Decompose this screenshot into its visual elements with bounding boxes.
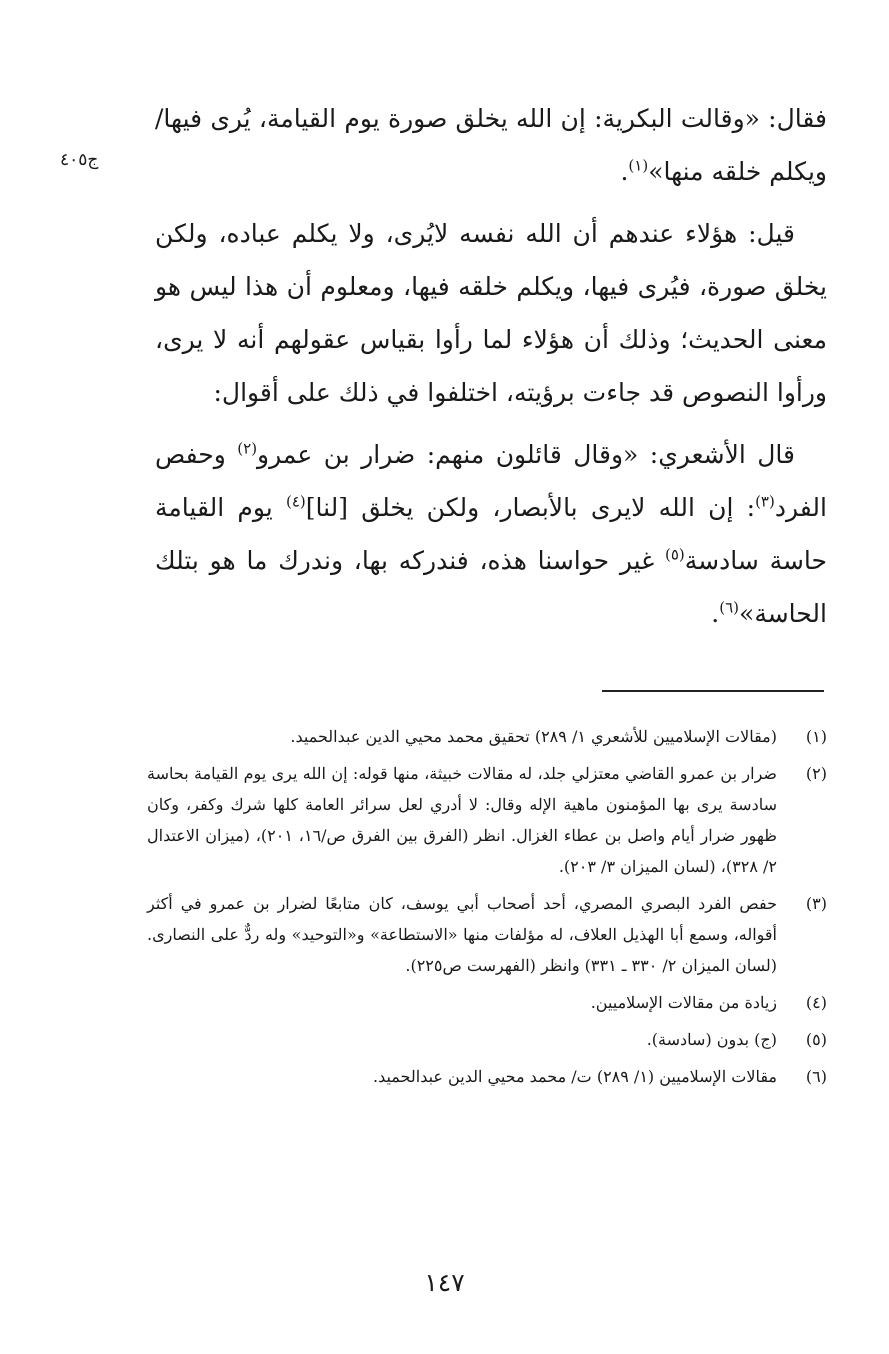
footnote [147, 1061, 827, 1092]
footnote [147, 1024, 827, 1055]
paragraph-1-end: . [620, 157, 629, 186]
paragraph-3-text-e: غير حواسنا هذه، فندركه بها، وندرك ما هو بتلك الحاسة» [155, 546, 827, 628]
paragraph-3-text-b: وحفص الفرد [155, 440, 827, 522]
footnote-text: مقالات الإسلاميين (١/ ٢٨٩) ت/ محمد محيي الدين عبدالحميد. [372, 1067, 777, 1086]
main-text-body [155, 92, 827, 640]
footnote-text: حفص الفرد البصري المصري، أحد أصحاب أبي يوسف، كان متابعًا لضرار بن عمرو في أكثر أقواله، وسمع أبا الهذيل العلاف، له مؤلفات منها «الاستطاعة» و«التوحيد» وله ردٌّ على النصارى. (لسان الميزان ٢/ ٣٣٠ ـ ٣٣١) وانظر (الفهرست ص٢٢٥). [147, 894, 778, 975]
footnote [147, 888, 827, 981]
footnote-ref-1: (١) [628, 156, 649, 175]
footnote [147, 987, 827, 1018]
footnote [147, 758, 827, 882]
paragraph-3-text-c: : إن الله لايرى بالأبصار، ولكن يخلق [لنا] [305, 493, 756, 522]
footnote-number: (٥) [805, 1030, 827, 1049]
footnote-number: (٤) [805, 993, 827, 1012]
footnote-number: (٦) [805, 1067, 827, 1086]
footnote-divider [602, 690, 824, 692]
paragraph-3-end: . [711, 599, 720, 628]
footnote-ref-5: (٥) [665, 545, 685, 564]
footnote-number: (٢) [805, 764, 827, 783]
footnote-text: (مقالات الإسلاميين للأشعري ١/ ٢٨٩) تحقيق محمد محيي الدين عبدالحميد. [290, 727, 777, 746]
paragraph-3-text-a: قال الأشعري: «وقال قائلون منهم: ضرار بن عمرو [257, 440, 795, 469]
footnote-number: (١) [805, 727, 827, 746]
footnote [147, 721, 827, 752]
footnote-ref-3: (٣) [755, 492, 775, 511]
page-number: ١٤٧ [424, 1268, 465, 1297]
footnote-text: (ج) بدون (سادسة). [646, 1030, 777, 1049]
paragraph-2: قيل: هؤلاء عندهم أن الله نفسه لايُرى، ولا يكلم عباده، ولكن يخلق صورة، فيُرى فيها، ويكلم خلقه فيها، ومعلوم أن هذا ليس هو معنى الحديث؛ وذلك أن هؤلاء لما رأوا بقياس عقولهم أنه لا يرى، ورأوا النصوص قد جاءت برؤيته، اختلفوا في ذلك على أقوال: [155, 219, 827, 407]
paragraph-3 [155, 428, 827, 640]
footnote-ref-6: (٦) [719, 598, 740, 617]
footnote-number: (٣) [805, 894, 827, 913]
manuscript-margin-note: ج٤٠٥ [60, 150, 99, 170]
footnote-ref-2: (٢) [237, 439, 258, 458]
footnote-text: ضرار بن عمرو القاضي معتزلي جلد، له مقالات خبيثة، منها قوله: إن الله يرى يوم القيامة بحاسة سادسة يرى بها المؤمنون ماهية الإله وقال: لا أدري لعل سرائر العامة كلها شرك وكفر، وكان ظهور ضرار أيام واصل بن عطاء الغزال. انظر (الفرق بين الفرق ص/١٦، ٢٠١)، (ميزان الاعتدال ٢/ ٣٢٨)، (لسان الميزان ٣/ ٢٠٣). [147, 764, 778, 876]
paragraph-1-text: فقال: «وقالت البكرية: إن الله يخلق صورة يوم القيامة، يُرى فيها/ ويكلم خلقه منها» [155, 104, 827, 186]
footnote-text: زيادة من مقالات الإسلاميين. [590, 993, 777, 1012]
paragraph-1 [155, 92, 827, 198]
footnote-ref-4: (٤) [285, 492, 306, 511]
footnotes-section [147, 721, 827, 1098]
paragraph-3-text-d: يوم القيامة حاسة سادسة [155, 493, 827, 575]
